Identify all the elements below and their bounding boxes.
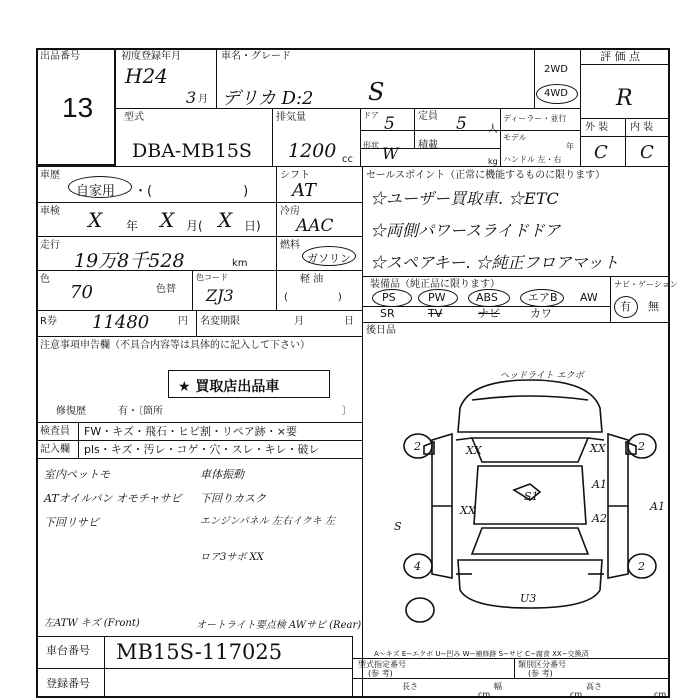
first-reg-month: 3 [186, 88, 197, 107]
kg-unit: kg [488, 157, 498, 166]
mileage: 19万8千528 [74, 250, 185, 272]
note-7: ロア3サボ XX [200, 552, 264, 563]
class-no-ref: (参 考) [528, 669, 553, 678]
year-label: 年 [566, 142, 574, 151]
cooler: AAC [296, 216, 334, 236]
car-diagram [380, 370, 670, 640]
note-9: オートライト要点検 AWサビ (Rear) [196, 620, 362, 631]
inspection-label: 車検 [40, 206, 60, 217]
rating-label: 評 価 点 [600, 50, 640, 63]
width-label: 幅 [494, 682, 502, 691]
inspector-label-1: 検査員 [40, 426, 70, 437]
fuel-paren: ( ) [284, 292, 342, 303]
stamp-text: ★ 買取店出品車 [178, 379, 280, 395]
inspection-m-unit: 月( [186, 219, 203, 233]
history-value: 自家用 [76, 184, 116, 199]
car-name-label: 車名・グレード [221, 51, 291, 62]
inspection-y-unit: 年 [126, 219, 139, 233]
month-unit: 月 [198, 94, 208, 105]
drive-2wd: 2WD [544, 64, 568, 75]
notice-label: 注意事項申告欄（不具合内容等は具体的に記入して下さい） [40, 340, 310, 351]
equip-leather: カワ [530, 307, 552, 320]
equip-navi: ナビ [478, 307, 500, 320]
note-5: 下回りカスク [200, 492, 266, 505]
shift: AT [292, 180, 317, 201]
height-label: 高さ [586, 682, 602, 691]
chassis-label: 車台番号 [46, 644, 90, 657]
fuel-label: 燃料 [280, 240, 300, 251]
width-cm: cm [570, 690, 583, 699]
light-oil: 軽 油 [300, 274, 324, 285]
after-label: 後日品 [366, 325, 396, 336]
tire-rr-num: 2 [638, 560, 645, 573]
equip-airbag: エアB [528, 291, 558, 304]
person-unit: 人 [488, 124, 498, 135]
nav-label: ナビ・ゲーション [614, 280, 678, 289]
dealer-label: ディーラー・並行 [503, 114, 567, 123]
lot-no: 13 [62, 92, 94, 123]
svg-text:XX: XX [590, 442, 606, 455]
mark-a1: A1 [592, 478, 607, 491]
equip-aw: AW [580, 291, 598, 304]
sales-point-3: ☆スペアキー. ☆純正フロアマット [370, 253, 619, 272]
svg-text:XX: XX [460, 504, 476, 517]
type-no-label: 型式指定番号 [358, 660, 406, 669]
inspector-row-1: FW・キズ・飛石・ヒビ割・リペア跡・×要 [84, 425, 297, 438]
inspection-y: X [88, 208, 103, 232]
title-exp-day: 日 [344, 316, 354, 327]
fuel: ガソリン [307, 252, 351, 265]
inspector-label-2: 記入欄 [40, 444, 70, 455]
yen-unit: 円 [178, 316, 188, 327]
inspection-d-unit: 日) [244, 219, 261, 233]
note-4: 車体振動 [200, 468, 244, 481]
diagram-top-note: ヘッドライト エクボ [500, 371, 584, 381]
svg-text:A1: A1 [650, 500, 665, 513]
mark-s1: S1 [524, 490, 539, 503]
color-no-label: 色コード [196, 273, 228, 282]
capacity-label: 定員 [418, 111, 438, 122]
svg-text:XX: XX [466, 444, 482, 457]
color-no: ZJ3 [206, 286, 234, 305]
sales-points-label: セールスポイント（正常に機能するものに限ります） [366, 170, 606, 181]
type-no-ref: (参 考) [368, 669, 393, 678]
car-windshield [472, 438, 588, 462]
equip-tv: TV [428, 307, 443, 320]
inspection-d: X [218, 208, 233, 232]
shape: W [382, 144, 399, 163]
interior: C [640, 142, 654, 163]
title-exp-label: 名変期限 [200, 316, 240, 327]
tire-fr-num: 2 [638, 440, 645, 453]
lot-no-label: 出品番号 [40, 51, 80, 62]
mark-a2: A2 [592, 512, 607, 525]
inspector-row-2: pls・キズ・汚レ・コゲ・穴・スレ・キレ・破レ [84, 443, 320, 456]
rating: R [616, 86, 633, 111]
class-no-label: 類別区分番号 [518, 660, 566, 669]
cc-unit: cc [342, 154, 353, 165]
legend: A〜キズ E−エクボ U−凹み W−補修跡 S−サビ C−腐食 XX−交換済 [374, 650, 589, 658]
model-year-label: モデル [503, 133, 527, 142]
equip-sr: SR [380, 307, 395, 320]
car-name: デリカ D:2 [222, 88, 314, 109]
displacement: 1200 [288, 140, 337, 162]
note-3: 下回リサビ [44, 516, 99, 529]
repair-value: 有・〔箇所 [118, 406, 163, 417]
load-label: 積載 [418, 140, 438, 151]
mileage-label: 走行 [40, 240, 60, 251]
color: 70 [70, 282, 93, 303]
exterior-label: 外 装 [585, 122, 609, 133]
tire-rl-num: 4 [414, 560, 421, 573]
spare-tire [406, 598, 434, 622]
color-change-label: 色替 [156, 284, 176, 295]
interior-label: 内 装 [630, 122, 654, 133]
chassis-value: MB15S-117025 [116, 640, 283, 664]
shape-label: 形状 [363, 141, 379, 150]
mark-u3: U3 [520, 592, 537, 605]
title-exp-month: 月 [294, 316, 304, 327]
height-cm: cm [654, 690, 667, 699]
length-label: 長さ [402, 682, 418, 691]
shift-label: シフト [280, 170, 310, 181]
first-reg-year: H24 [125, 64, 168, 88]
cooler-label: 冷房 [280, 206, 300, 217]
recycle-label: R券 [40, 316, 57, 327]
note-6: エンジンパネル 左右イクキ 左 [200, 516, 335, 527]
history-label: 車歴 [40, 170, 60, 181]
exterior: C [594, 142, 608, 163]
nav-yes: 有 [620, 300, 631, 313]
model-label: 型式 [124, 112, 144, 123]
equipment-label: 装備品（純正品に限ります） [370, 279, 500, 290]
model: DBA-MB15S [132, 140, 252, 162]
reg-label: 登録番号 [46, 677, 90, 690]
inspection-m: X [160, 208, 175, 232]
first-reg-label: 初度登録年月 [121, 51, 181, 62]
repair-label: 修復歴 [56, 406, 86, 417]
doors: 5 [384, 114, 395, 134]
note-8: 左ATW キズ (Front) [44, 618, 140, 629]
length-cm: cm [478, 690, 491, 699]
grade: S [368, 78, 385, 106]
handle-label: ハンドル 左・右 [503, 155, 562, 164]
equip-ps: PS [382, 291, 396, 304]
doors-label: ドア [363, 111, 379, 120]
nav-no: 無 [648, 300, 659, 313]
note-2: ATオイルパン オモチャサビ [44, 492, 182, 505]
equip-pw: PW [428, 291, 446, 304]
capacity: 5 [456, 114, 467, 134]
tire-fl-num: 2 [414, 440, 421, 453]
km-unit: km [232, 258, 248, 269]
note-1: 室内ペットモ [44, 468, 110, 481]
drive-4wd: 4WD [544, 88, 568, 99]
sales-point-2: ☆両側パワースライドドア [370, 221, 561, 240]
displacement-label: 排気量 [276, 112, 306, 123]
repair-close: 〕 [342, 406, 352, 417]
svg-text:S: S [394, 520, 402, 533]
color-label: 色 [40, 274, 50, 285]
recycle: 11480 [92, 312, 150, 333]
history-paren: ・( ) [134, 184, 249, 199]
sales-point-1: ☆ユーザー買取車. ☆ETC [370, 189, 559, 208]
equip-abs: ABS [476, 291, 498, 304]
car-front-outline [458, 380, 602, 432]
